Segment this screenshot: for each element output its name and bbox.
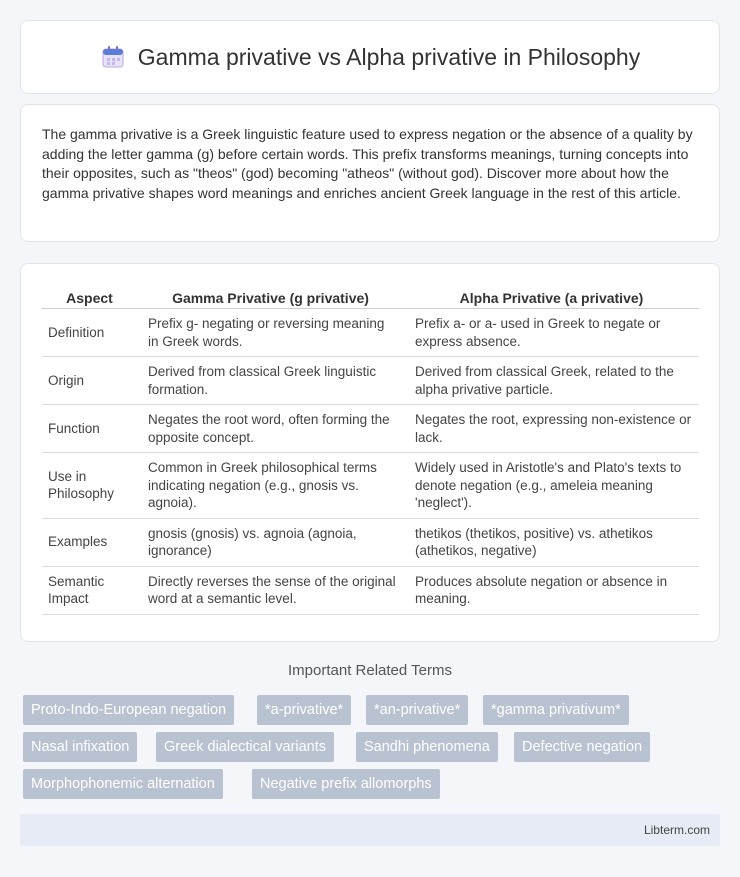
table-header-row [42,284,699,309]
intro-paragraph: The gamma privative is a Greek linguistic feature used to express negation or the absence of a quality by adding the letter gamma (g) before certain words. This prefix transforms meanings, turning concepts into their opposites, such as "theos" (god) becoming "atheos" (without god). Discover more about how the gamma privative shapes word meanings and enriches ancient Greek language in the rest of this article. [42,126,693,201]
table-row [42,309,699,357]
row-aspect: Examples [42,518,137,566]
row-aspect: Use in Philosophy [42,453,137,519]
header-aspect: Aspect [42,284,137,309]
row-gamma: Common in Greek philosophical terms indicating negation (e.g., gnosis vs. agnoia). [137,453,404,519]
footer [20,814,720,846]
related-terms-title: Important Related Terms [288,662,452,679]
row-alpha: Prefix a- or a- used in Greek to negate or express absence. [404,309,699,357]
tag-link[interactable]: Sandhi phenomena [356,732,498,762]
tag-link[interactable]: *a-privative* [257,695,351,725]
row-aspect: Origin [42,357,137,405]
comparison-card [20,263,720,642]
table-row [42,453,699,519]
tag-link[interactable]: Proto-Indo-European negation [23,695,234,725]
table-row [42,566,699,614]
row-gamma: Derived from classical Greek linguistic formation. [137,357,404,405]
row-alpha: Produces absolute negation or absence in meaning. [404,566,699,614]
row-aspect: Semantic Impact [42,566,137,614]
row-alpha: Widely used in Aristotle's and Plato's texts to denote negation (e.g., ameleia meaning 'neglect'). [404,453,699,519]
row-aspect: Definition [42,309,137,357]
row-alpha: Derived from classical Greek, related to the alpha privative particle. [404,357,699,405]
page-title: Gamma privative vs Alpha privative in Philosophy [137,43,641,70]
row-gamma: Prefix g- negating or reversing meaning in Greek words. [137,309,404,357]
tag-link[interactable]: *an-privative* [366,695,468,725]
row-alpha: Negates the root, expressing non-existence or lack. [404,405,699,453]
footer-brand[interactable]: Libterm.com [643,823,710,837]
row-gamma: Negates the root word, often forming the opposite concept. [137,405,404,453]
table-row [42,357,699,405]
comparison-table [42,284,699,615]
intro-card [20,104,720,242]
row-aspect: Function [42,405,137,453]
tag-link[interactable]: Negative prefix allomorphs [252,769,440,799]
tag-link[interactable]: Defective negation [514,732,650,762]
header-alpha: Alpha Privative (a privative) [404,284,699,309]
tag-link[interactable]: Greek dialectical variants [156,732,334,762]
row-gamma: gnosis (gnosis) vs. agnoia (agnoia, ignorance) [137,518,404,566]
tag-link[interactable]: Nasal infixation [23,732,137,762]
tag-link[interactable]: Morphophonemic alternation [23,769,223,799]
calendar-icon [100,44,126,70]
header-gamma: Gamma Privative (g privative) [137,284,404,309]
title-card [20,20,720,94]
table-row [42,405,699,453]
table-row [42,518,699,566]
row-gamma: Directly reverses the sense of the original word at a semantic level. [137,566,404,614]
row-alpha: thetikos (thetikos, positive) vs. athetikos (athetikos, negative) [404,518,699,566]
tag-link[interactable]: *gamma privativum* [483,695,629,725]
